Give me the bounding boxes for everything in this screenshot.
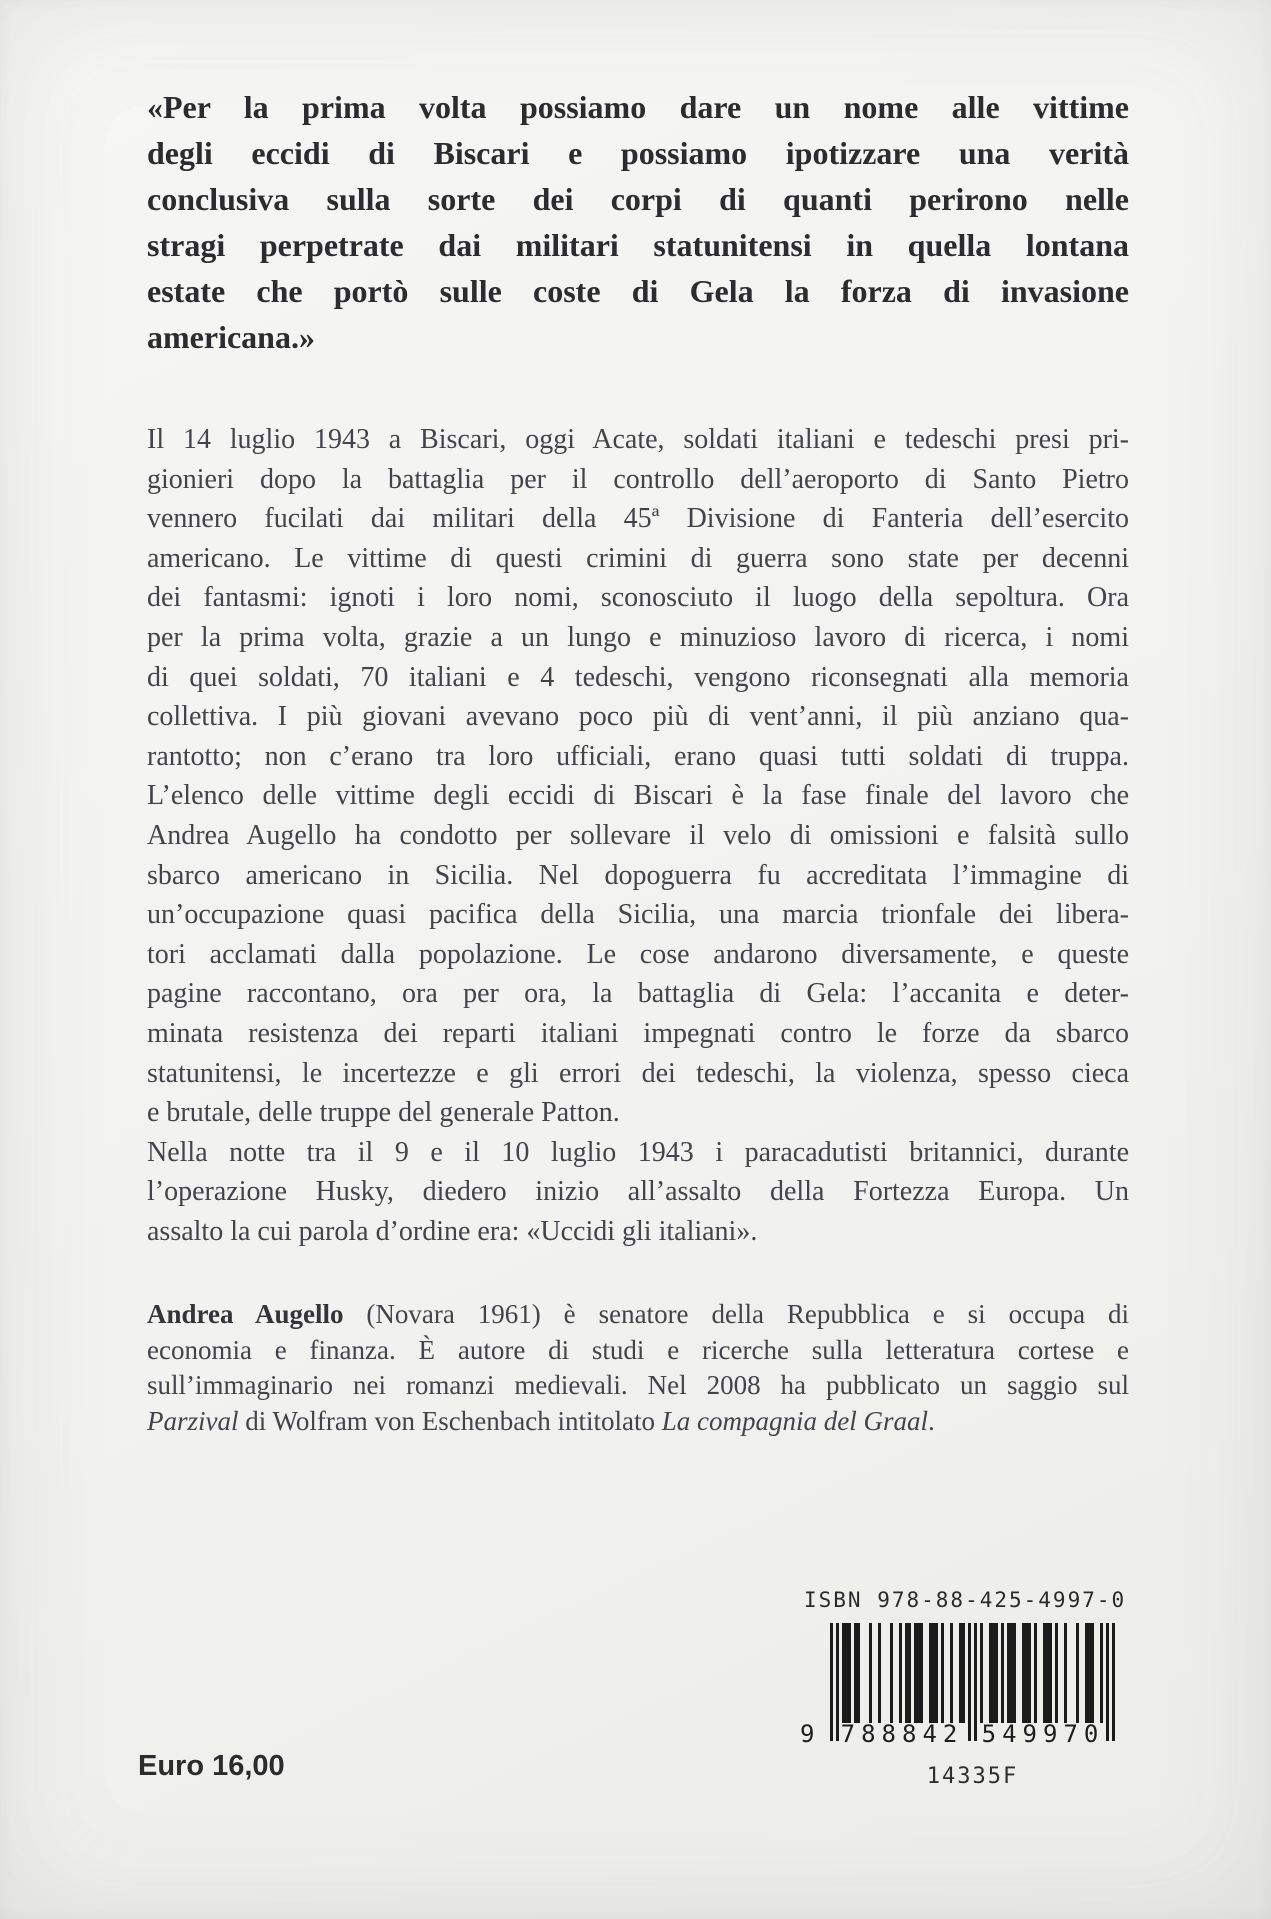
- synopsis: [147, 420, 1129, 1251]
- text-line: gionieri dopo la battaglia per il controllo dell’aeroporto di Santo Pietro: [147, 463, 1129, 495]
- synopsis-paragraph: [147, 1133, 1129, 1252]
- text-line: L’elenco delle vittime degli eccidi di Biscari è la fase finale del lavoro che: [147, 780, 1129, 812]
- text-line: e brutale, delle truppe del generale Patton.: [147, 1097, 620, 1129]
- text-line: «Per la prima volta possiamo dare un nome alle vittime: [147, 89, 1129, 125]
- text-line: l’operazione Husky, diedero inizio all’assalto della Fortezza Europa. Un: [147, 1176, 1129, 1208]
- isbn-label: ISBN 978-88-425-4997-0: [804, 1588, 1127, 1612]
- text-line: di quei soldati, 70 italiani e 4 tedeschi, vengono riconsegnati alla memoria: [147, 661, 1129, 693]
- text-line: Il 14 luglio 1943 a Biscari, oggi Acate, soldati italiani e tedeschi presi pri-: [147, 424, 1129, 455]
- barcode-digits-left-group: 788842: [840, 1720, 964, 1748]
- text-line: sbarco americano in Sicilia. Nel dopoguerra fu accreditata l’immagine di: [147, 859, 1129, 891]
- text-line: statunitensi, le incertezze e gli errori dei tedeschi, la violenza, spesso cieca: [147, 1057, 1129, 1089]
- text-line: Andrea Augello (Novara 1961) è senatore della Repubblica e si occupa di: [147, 1299, 1129, 1329]
- text-line: economia e finanza. È autore di studi e ricerche sulla letteratura cortese e: [147, 1334, 1129, 1365]
- text-line: stragi perpetrate dai militari statunitensi in quella lontana: [147, 227, 1129, 263]
- text-line: estate che portò sulle coste di Gela la forza di invasione: [147, 273, 1129, 309]
- text-line: Andrea Augello ha condotto per sollevare il velo di omissioni e falsità sullo: [147, 819, 1129, 851]
- author-bio: [147, 1297, 1129, 1439]
- text-line: assalto la cui parola d’ordine era: «Uccidi gli italiani».: [147, 1215, 758, 1247]
- product-code: 14335F: [926, 1764, 1019, 1789]
- text-line: rantotto; non c’erano tra loro ufficiali, erano quasi tutti soldati di truppa.: [147, 740, 1129, 772]
- text-line: per la prima volta, grazie a un lungo e minuzioso lavoro di ricerca, i nomi: [147, 621, 1129, 653]
- text-line: degli eccidi di Biscari e possiamo ipotizzare una verità: [147, 135, 1129, 171]
- text-line: americana.»: [147, 319, 315, 355]
- text-line: tori acclamati dalla popolazione. Le cose andarono diversamente, e queste: [147, 938, 1129, 970]
- quote-block: [147, 84, 1129, 360]
- text-line: vennero fucilati dai militari della 45ª Divisione di Fanteria dell’esercito: [147, 503, 1129, 535]
- text-line: Nella notte tra il 9 e il 10 luglio 1943 i paracadutisti britannici, durante: [147, 1136, 1129, 1168]
- price-label: Euro 16,00: [138, 1750, 285, 1782]
- text-line: Parzival di Wolfram von Eschenbach intitolato La compagnia del Graal.: [147, 1405, 935, 1436]
- text-line: minata resistenza dei reparti italiani impegnati contro le forze da sbarco: [147, 1017, 1129, 1049]
- isbn-block: [798, 1588, 1138, 1808]
- barcode-digits-right-group: 549970: [981, 1720, 1105, 1748]
- barcode-digit-first: 9: [800, 1720, 815, 1748]
- text-line: pagine raccontano, ora per ora, la battaglia di Gela: l’accanita e deter-: [147, 978, 1129, 1010]
- text-line: un’occupazione quasi pacifica della Sicilia, una marcia trionfale dei libera-: [147, 899, 1129, 931]
- synopsis-paragraph: [147, 420, 1129, 1133]
- text-line: dei fantasmi: ignoti i loro nomi, sconosciuto il luogo della sepoltura. Ora: [147, 582, 1129, 614]
- text-line: americano. Le vittime di questi crimini di guerra sono state per decenni: [147, 542, 1129, 574]
- text-line: conclusiva sulla sorte dei corpi di quanti perirono nelle: [147, 181, 1129, 217]
- text-line: collettiva. I più giovani avevano poco più di vent’anni, il più anziano qua-: [147, 701, 1129, 733]
- text-line: sull’immaginario nei romanzi medievali. Nel 2008 ha pubblicato un saggio sul: [147, 1370, 1129, 1401]
